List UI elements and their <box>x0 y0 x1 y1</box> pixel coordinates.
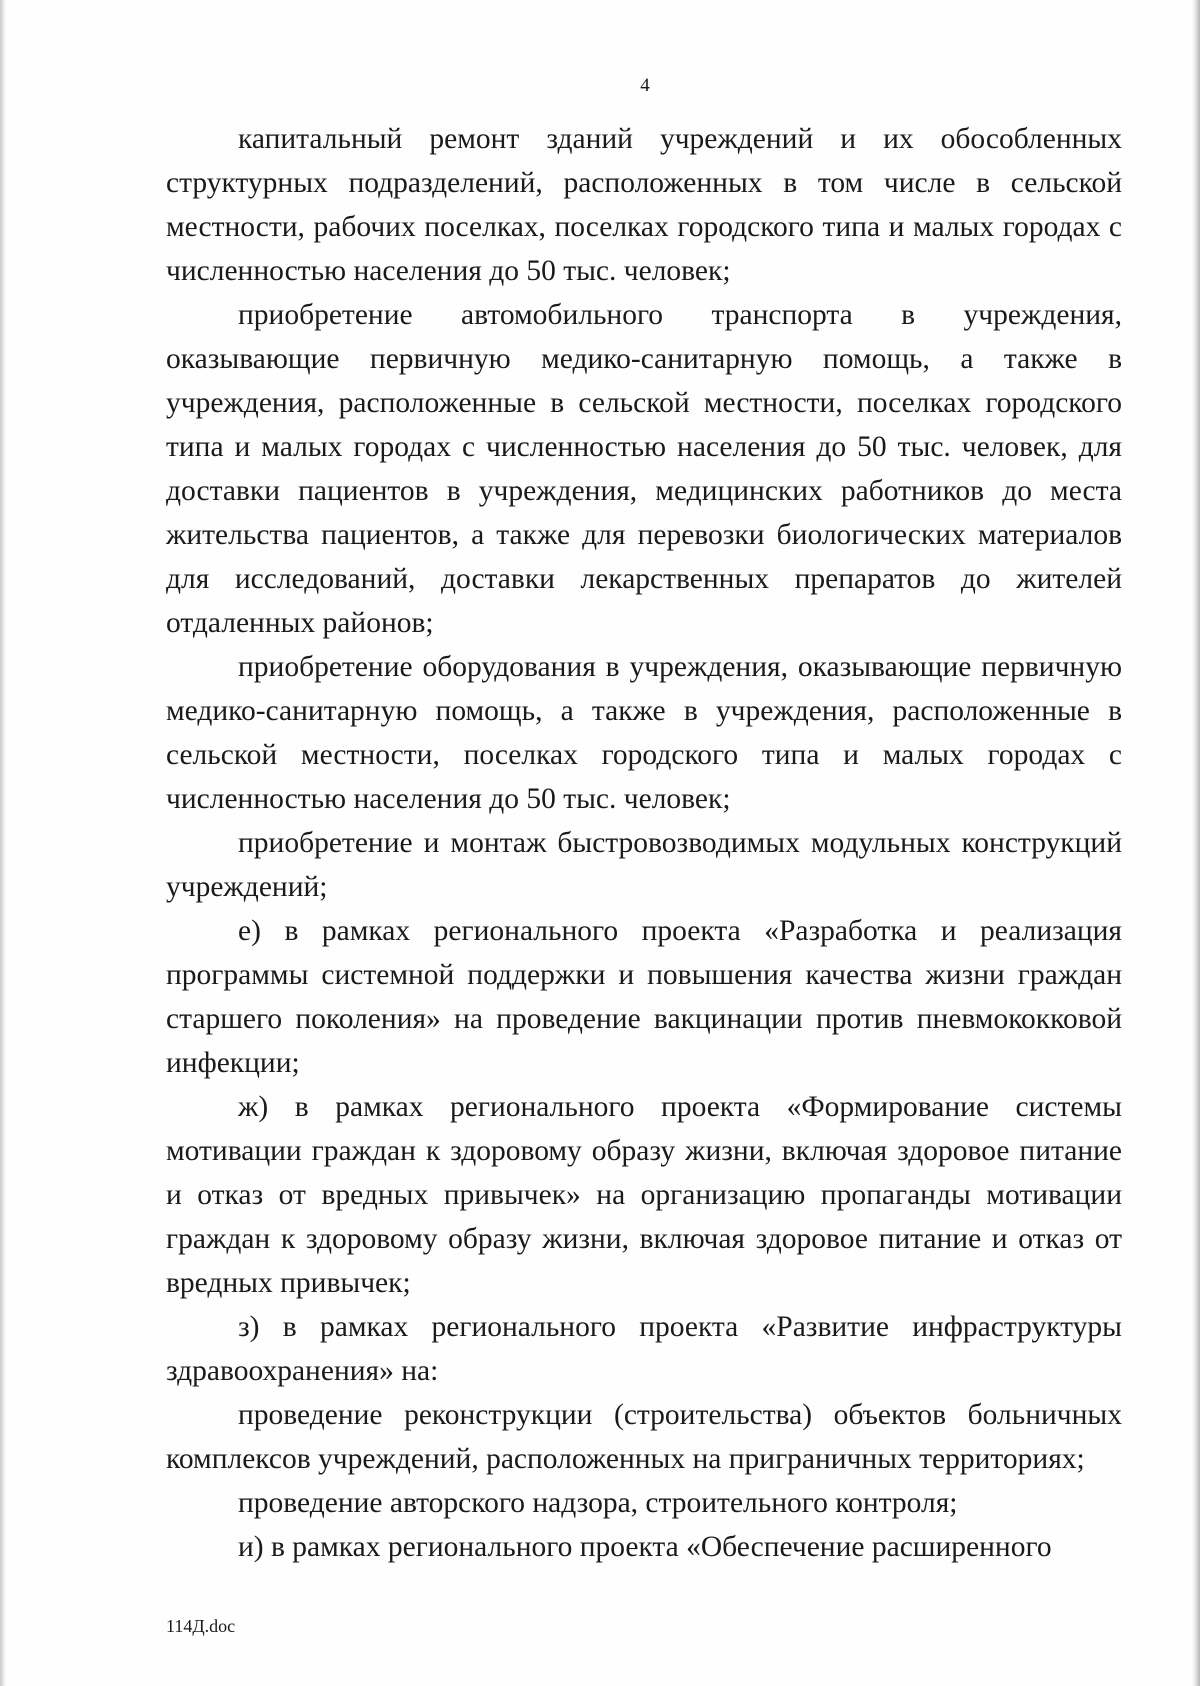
paragraph: и) в рамках регионального проекта «Обеспечение расширенного <box>238 1531 1052 1563</box>
scan-edge-right <box>1192 0 1200 1686</box>
document-footer-filename: 114Д.doc <box>166 1616 236 1636</box>
paragraph: проведение реконструкции (строительства) объектов больничных комплексов учреждений, расположенных на приграничных территориях; <box>166 1399 1122 1475</box>
paragraph: приобретение автомобильного транспорта в учреждения, оказывающие первичную медико-санитарную помощь, а также в учреждения, расположенные в сельской местности, поселках городского типа и малых городах с численностью населения до 50 тыс. человек, для доставки пациентов в учреждения, медицинских работников до места жительства пациентов, а также для перевозки биологических материалов для исследований, доставки лекарственных препаратов до жителей отдаленных районов; <box>166 299 1122 639</box>
paragraph: приобретение оборудования в учреждения, оказывающие первичную медико-санитарную помощь, а также в учреждения, расположенные в сельской местности, поселках городского типа и малых городах с численностью населения до 50 тыс. человек; <box>166 651 1122 815</box>
scan-edge-left <box>0 0 6 1686</box>
paragraph: капитальный ремонт зданий учреждений и их обособленных структурных подразделений, расположенных в том числе в сельской местности, рабочих поселках, поселках городского типа и малых городах с численностью населения до 50 тыс. человек; <box>166 123 1122 287</box>
paragraph: е) в рамках регионального проекта «Разработка и реализация программы системной поддержки и повышения качества жизни граждан старшего поколения» на проведение вакцинации против пневмококковой инфекции; <box>166 915 1122 1079</box>
paragraph: з) в рамках регионального проекта «Развитие инфраструктуры здравоохранения» на: <box>166 1311 1122 1387</box>
paragraph: ж) в рамках регионального проекта «Формирование системы мотивации граждан к здоровому образу жизни, включая здоровое питание и отказ от вредных привычек» на организацию пропаганды мотивации граждан к здоровому образу жизни, включая здоровое питание и отказ от вредных привычек; <box>166 1091 1122 1299</box>
page-number: 4 <box>640 75 650 96</box>
document-body <box>166 117 1122 1569</box>
paragraph: проведение авторского надзора, строительного контроля; <box>238 1487 958 1519</box>
paragraph: приобретение и монтаж быстровозводимых модульных конструкций учреждений; <box>166 827 1122 903</box>
